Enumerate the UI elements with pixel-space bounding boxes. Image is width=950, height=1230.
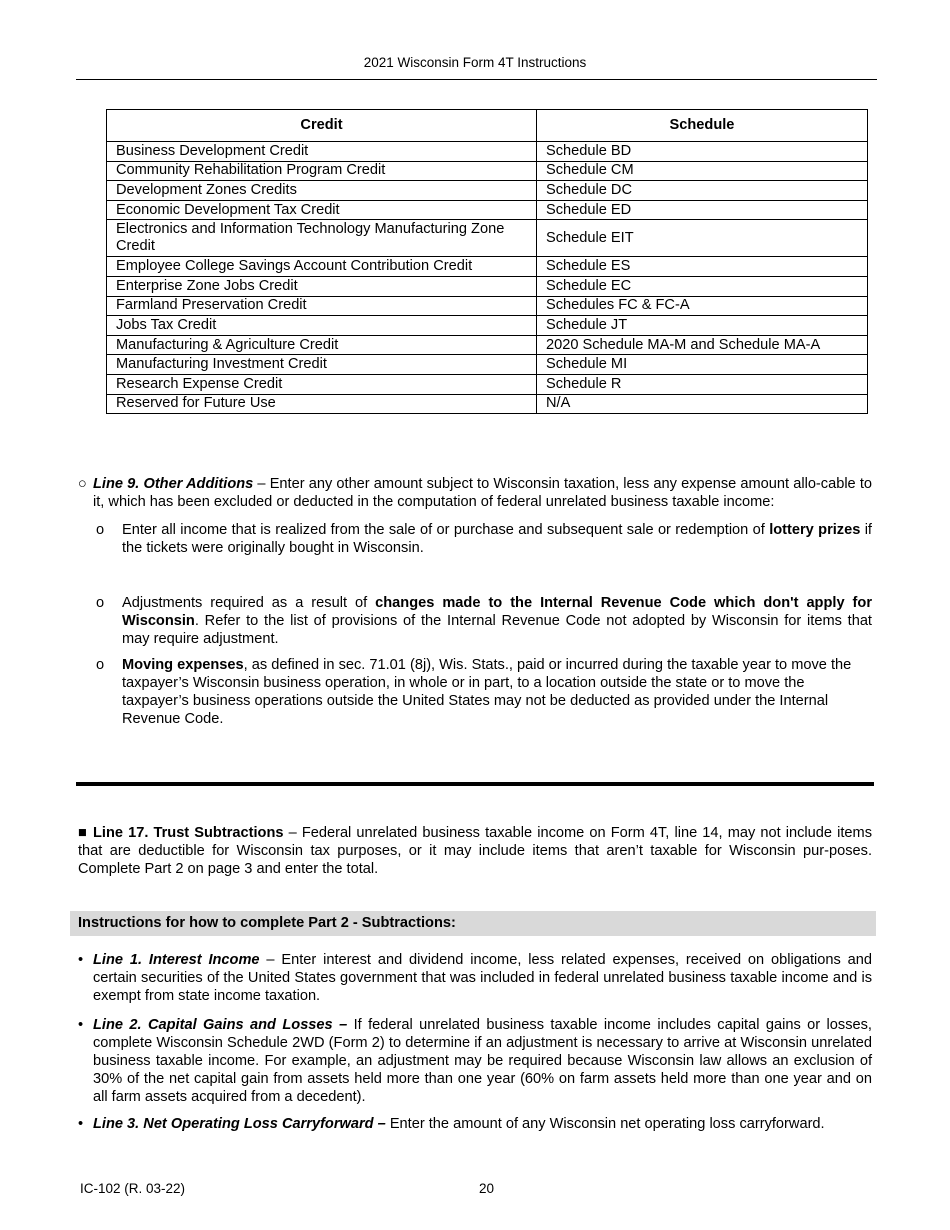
credit-cell: Enterprise Zone Jobs Credit <box>107 276 537 296</box>
table-row <box>107 220 868 257</box>
line9-item <box>96 594 872 648</box>
table-row <box>107 355 868 375</box>
credit-cell: Community Rehabilitation Program Credit <box>107 161 537 181</box>
credit-cell: Employee College Savings Account Contribution Credit <box>107 257 537 277</box>
line17-section <box>78 824 872 878</box>
table-row <box>107 276 868 296</box>
page-number: 20 <box>479 1181 495 1196</box>
credits-table <box>106 109 868 414</box>
item-text: Enter the amount of any Wisconsin net operating loss carryforward. <box>385 1116 825 1132</box>
item-title: Line 3. Net Operating Loss Carryforward – <box>93 1116 386 1132</box>
schedule-cell: Schedule DC <box>537 181 868 201</box>
item-bold: lottery prizes <box>769 522 861 538</box>
table-header-row <box>107 110 868 142</box>
credit-cell: Electronics and Information Technology Manufacturing Zone Credit <box>107 220 537 257</box>
table-row <box>107 374 868 394</box>
square-bullet-icon: ■ <box>78 825 88 841</box>
circle-bullet-icon: ○ <box>78 476 87 492</box>
item-title: Line 2. Capital Gains and Losses – <box>93 1017 348 1033</box>
part2-item <box>78 1115 872 1133</box>
line9-title: Line 9. Other Additions <box>93 476 254 492</box>
bullet-icon: • <box>78 1116 84 1132</box>
table-row <box>107 161 868 181</box>
line9-section <box>78 475 872 511</box>
item-text: Enter all income that is realized from the sale of or purchase and subsequent sale or redemption of <box>122 522 770 538</box>
credit-cell: Farmland Preservation Credit <box>107 296 537 316</box>
schedule-cell: Schedule ES <box>537 257 868 277</box>
line9-item <box>96 521 872 557</box>
item-bold: changes made to the Internal Revenue Code which don't apply for Wisconsin <box>122 595 872 629</box>
running-header: 2021 Wisconsin Form 4T Instructions <box>363 55 587 70</box>
item-text: Adjustments required as a result of <box>122 595 376 611</box>
bullet-icon: o <box>96 595 105 611</box>
line17-title: Line 17. Trust Subtractions <box>92 825 284 841</box>
credit-cell: Research Expense Credit <box>107 374 537 394</box>
item-text: . Refer to the list of provisions of the Internal Revenue Code not adopted by Wisconsin for items that may require adjustment. <box>122 613 872 647</box>
table-row <box>107 181 868 201</box>
part2-heading-bar <box>70 911 876 936</box>
item-text: if the tickets were originally bought in Wisconsin. <box>122 522 872 556</box>
table-row <box>107 296 868 316</box>
bullet-icon: • <box>78 1017 84 1033</box>
schedule-cell: Schedule BD <box>537 142 868 162</box>
table-row <box>107 394 868 414</box>
part2-heading: Instructions for how to complete Part 2 - Subtractions: <box>78 915 456 931</box>
schedule-cell: 2020 Schedule MA-M and Schedule MA-A <box>537 335 868 355</box>
part2-item <box>78 951 872 1005</box>
schedule-cell: Schedule JT <box>537 316 868 336</box>
schedule-cell: Schedule R <box>537 374 868 394</box>
schedule-cell: Schedule ED <box>537 200 868 220</box>
credit-cell: Economic Development Tax Credit <box>107 200 537 220</box>
bullet-icon: o <box>96 657 105 673</box>
schedule-cell: Schedule CM <box>537 161 868 181</box>
header-rule <box>76 79 877 80</box>
table-row <box>107 257 868 277</box>
section-divider <box>76 782 874 786</box>
item-text: – Enter interest and dividend income, less related expenses, received on obligations and certain securities of the United States government that was included in federal unrelated business taxable income and is exempt from state income taxation. <box>93 952 872 1004</box>
credit-cell: Reserved for Future Use <box>107 394 537 414</box>
column-header-credit: Credit <box>107 110 537 142</box>
form-id: IC-102 (R. 03-22) <box>80 1181 186 1196</box>
schedule-cell: Schedules FC & FC-A <box>537 296 868 316</box>
table-row <box>107 335 868 355</box>
table-row <box>107 142 868 162</box>
item-title: Line 1. Interest Income <box>93 952 260 968</box>
item-text: , as defined in sec. 71.01 (8j), Wis. Stats., paid or incurred during the taxable year to move the taxpayer’s Wisconsin business operation, in whole or in part, to a location outside the state or to move the taxpayer’s business operations outside the United States may not be deducted as provided under the Internal Revenue Code. <box>122 657 852 727</box>
part2-item <box>78 1016 872 1106</box>
table-row <box>107 316 868 336</box>
bullet-icon: • <box>78 952 84 968</box>
credit-cell: Development Zones Credits <box>107 181 537 201</box>
line9-item <box>96 656 872 728</box>
schedule-cell: Schedule EC <box>537 276 868 296</box>
line17-text: – Federal unrelated business taxable income on Form 4T, line 14, may not include items that are deductible for Wisconsin tax purposes, or it may include items that aren’t taxable for Wisconsin pur-poses. Complete Part 2 on page 3 and enter the total. <box>78 825 872 877</box>
item-text: If federal unrelated business taxable income includes capital gains or losses, complete Wisconsin Schedule 2WD (Form 2) to determine if an adjustment is necessary to arrive at Wisconsin unrelated business taxable income. For example, an adjustment may be required because Wisconsin law allows an exclusion of 30% of the net capital gain from assets held more than one year (60% on farm assets held more than one year and on all farm assets acquired from a decedent). <box>93 1017 872 1105</box>
credit-cell: Jobs Tax Credit <box>107 316 537 336</box>
credit-cell: Business Development Credit <box>107 142 537 162</box>
item-bold: Moving expenses <box>122 657 244 673</box>
schedule-cell: Schedule MI <box>537 355 868 375</box>
credit-cell: Manufacturing Investment Credit <box>107 355 537 375</box>
column-header-schedule: Schedule <box>537 110 868 142</box>
schedule-cell: Schedule EIT <box>537 220 868 257</box>
table-row <box>107 200 868 220</box>
schedule-cell: N/A <box>537 394 868 414</box>
credit-cell: Manufacturing & Agriculture Credit <box>107 335 537 355</box>
bullet-icon: o <box>96 522 105 538</box>
line9-text: – Enter any other amount subject to Wisconsin taxation, less any expense amount allo-cable to it, which has been excluded or deducted in the computation of federal unrelated business taxable income: <box>93 476 872 510</box>
